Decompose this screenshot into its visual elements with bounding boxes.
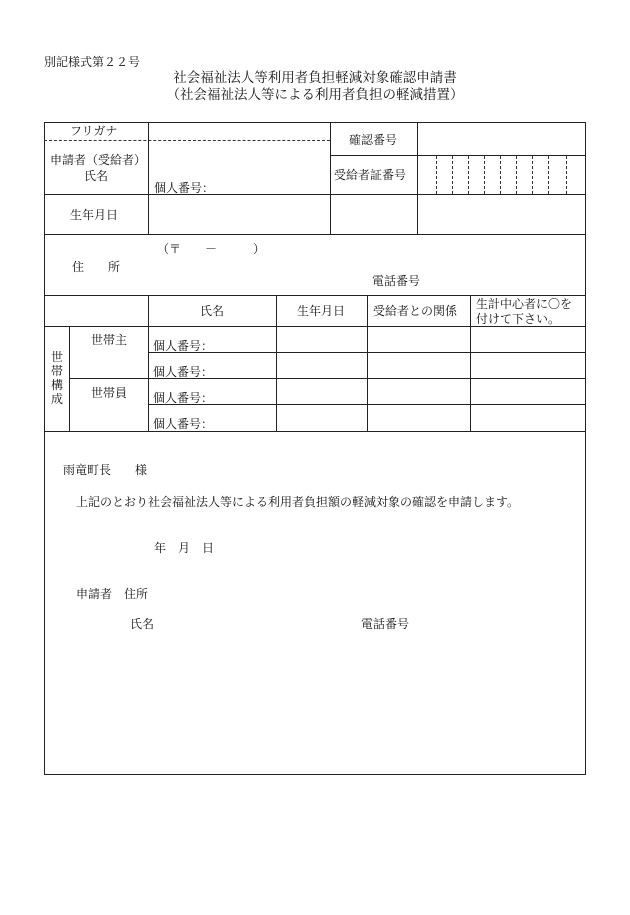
household-head-name-field[interactable] [149, 327, 275, 351]
form-number: 別記様式第２２号 [44, 55, 141, 69]
furigana-field[interactable] [149, 123, 329, 139]
household-head-relation-field[interactable] [368, 327, 469, 351]
household-section-label: 世帯構成 [51, 350, 64, 406]
addressee: 雨竜町長 様 [63, 463, 148, 477]
applicant-label: 申請者（受給者） [50, 153, 147, 167]
applicant-name-field[interactable] [149, 142, 329, 180]
declaration-phone-label: 電話番号 [361, 617, 410, 631]
household-col-mark-line1: 生計中心者に〇を [476, 297, 573, 311]
household-head-birthdate-field[interactable] [277, 327, 366, 351]
household-col-relation: 受給者との関係 [373, 304, 458, 318]
col-divider-household-section [69, 326, 70, 431]
household-head-mark-field[interactable] [471, 327, 585, 351]
household-row-personal-number: 個人番号： [153, 391, 214, 405]
postal-code-label: （〒 － ） [157, 242, 266, 256]
row-divider-member-2 [69, 378, 586, 379]
row-divider-household-header [44, 295, 586, 296]
household-member-label: 世帯員 [91, 386, 128, 400]
recipient-cert-number-field[interactable] [418, 156, 585, 193]
form-subtitle: （社会福祉法人等による利用者負担の軽減措置） [166, 87, 464, 103]
declaration-date-label: 年 月 日 [154, 541, 215, 555]
confirmation-number-field[interactable] [418, 123, 585, 154]
confirmation-number-label: 確認番号 [349, 133, 398, 147]
col-divider-applicant-right [330, 122, 331, 235]
applicant-personal-number-label: 個人番号： [154, 181, 215, 195]
household-col-birthdate: 生年月日 [297, 304, 346, 318]
col-divider-birthdate [276, 295, 277, 431]
address-field[interactable] [149, 236, 585, 294]
household-row-personal-number: 個人番号： [153, 339, 214, 353]
applicant-name-label: 氏名 [84, 169, 109, 183]
address-phone-label: 電話番号 [372, 274, 421, 288]
col-divider-name [148, 295, 149, 431]
declaration-name-label: 氏名 [130, 617, 155, 631]
household-row-personal-number: 個人番号： [153, 417, 214, 431]
household-head-label: 世帯主 [91, 333, 128, 347]
address-label: 住 所 [72, 260, 121, 274]
furigana-divider [44, 140, 330, 141]
household-col-mark-line2: 付けて下さい。 [476, 312, 561, 326]
birthdate-field[interactable] [149, 195, 329, 233]
household-row-personal-number: 個人番号： [153, 365, 214, 379]
recipient-cert-number-label: 受給者証番号 [334, 168, 407, 182]
row-divider-declaration [44, 431, 586, 432]
birthdate-label: 生年月日 [70, 208, 119, 222]
declaration-address-label: 申請者 住所 [76, 587, 149, 601]
form-title: 社会福祉法人等利用者負担軽減対象確認申請書 [173, 70, 457, 86]
col-divider-relation [367, 295, 368, 431]
declaration-statement: 上記のとおり社会福祉法人等による利用者負担額の軽減対象の確認を申請します。 [76, 495, 520, 509]
col-divider-mark [470, 295, 471, 431]
furigana-label: フリガナ [70, 124, 118, 138]
row-divider-address [44, 234, 586, 235]
household-col-name: 氏名 [200, 304, 225, 318]
